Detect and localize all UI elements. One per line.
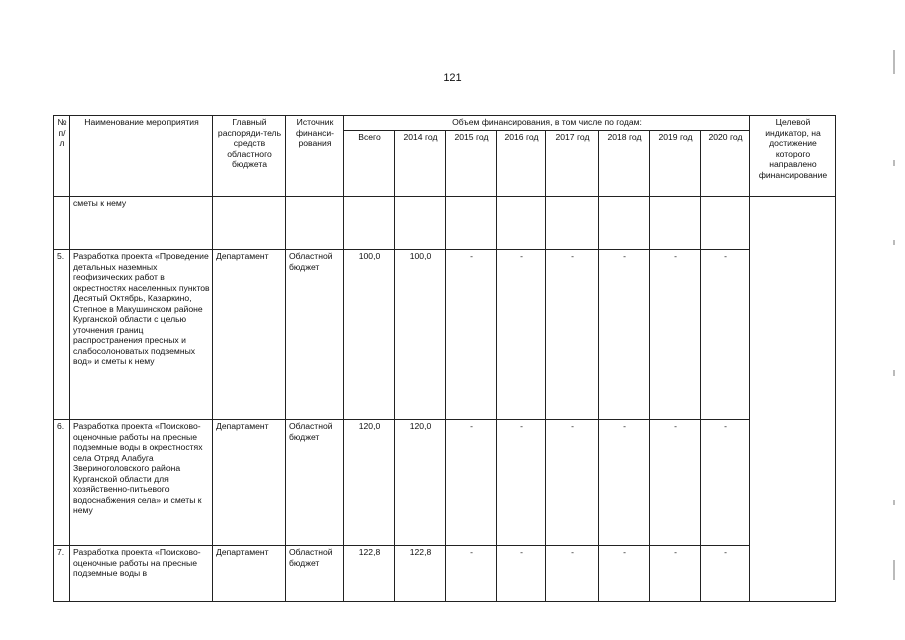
- row-year-value: -: [650, 420, 701, 546]
- row-name: Разработка проекта «Проведение детальных наземных геофизических работ в окрестностях населенных пунктов Десятый Октябрь, Казаркино, Степное в Макушинском районе Курганской области с целью уточнения границ распространения пресных и слабосолоноватых подземных вод» и сметы к нему: [70, 250, 213, 420]
- row-num: 5.: [54, 250, 70, 420]
- row-year-value: -: [546, 420, 599, 546]
- row-year-value: [446, 197, 497, 250]
- header-year: 2019 год: [650, 131, 701, 197]
- header-name: Наименование мероприятия: [70, 116, 213, 197]
- header-volume: Объем финансирования, в том числе по годам:: [344, 116, 750, 131]
- scan-mark: [893, 160, 895, 166]
- row-year-value: [497, 197, 546, 250]
- row-year-value: -: [546, 250, 599, 420]
- scan-mark: [893, 50, 895, 74]
- row-source: [286, 197, 344, 250]
- header-year: 2016 год: [497, 131, 546, 197]
- row-year-value: -: [701, 420, 750, 546]
- row-name: сметы к нему: [70, 197, 213, 250]
- row-year-value: -: [701, 546, 750, 602]
- header-num: № п/л: [54, 116, 70, 197]
- row-year-value: -: [546, 546, 599, 602]
- row-manager: Департамент: [213, 420, 286, 546]
- row-year-value: [599, 197, 650, 250]
- header-year: 2015 год: [446, 131, 497, 197]
- scan-mark: [893, 560, 895, 580]
- row-year-value: 100,0: [395, 250, 446, 420]
- table-row: [54, 250, 836, 420]
- row-num: [54, 197, 70, 250]
- header-manager: Главный распоряди-тель средств областного бюджета: [213, 116, 286, 197]
- row-year-value: -: [446, 250, 497, 420]
- header-row-1: [54, 116, 836, 131]
- row-year-value: 122,8: [395, 546, 446, 602]
- table-row: [54, 546, 836, 602]
- table-row: [54, 197, 836, 250]
- scan-mark: [893, 500, 895, 505]
- row-year-value: -: [497, 250, 546, 420]
- row-year-value: [650, 197, 701, 250]
- row-year-value: 120,0: [395, 420, 446, 546]
- row-total: 100,0: [344, 250, 395, 420]
- scan-mark: [893, 240, 895, 245]
- header-source: Источник финанси-рования: [286, 116, 344, 197]
- scan-edge-marks: [893, 40, 897, 620]
- header-year: 2014 год: [395, 131, 446, 197]
- row-manager: [213, 197, 286, 250]
- target-indicator-cell: [750, 197, 836, 602]
- financing-table: [53, 115, 836, 602]
- row-year-value: -: [446, 546, 497, 602]
- header-total: Всего: [344, 131, 395, 197]
- row-num: 7.: [54, 546, 70, 602]
- table-row: [54, 420, 836, 546]
- row-source: Областной бюджет: [286, 250, 344, 420]
- row-total: 120,0: [344, 420, 395, 546]
- row-name: Разработка проекта «Поисково-оценочные работы на пресные подземные воды в: [70, 546, 213, 602]
- row-manager: Департамент: [213, 250, 286, 420]
- header-year: 2017 год: [546, 131, 599, 197]
- row-year-value: -: [446, 420, 497, 546]
- row-year-value: -: [650, 250, 701, 420]
- row-year-value: -: [599, 546, 650, 602]
- row-total: [344, 197, 395, 250]
- page-number: 121: [443, 72, 462, 84]
- row-year-value: -: [701, 250, 750, 420]
- row-year-value: -: [497, 546, 546, 602]
- row-num: 6.: [54, 420, 70, 546]
- row-source: Областной бюджет: [286, 546, 344, 602]
- row-name: Разработка проекта «Поисково-оценочные работы на пресные подземные воды в окрестностях села Отряд Алабуга Звериноголовского района Курганской области для хозяйственно-питьевого водоснабжения села» и сметы к нему: [70, 420, 213, 546]
- row-year-value: [395, 197, 446, 250]
- row-source: Областной бюджет: [286, 420, 344, 546]
- row-year-value: -: [599, 420, 650, 546]
- header-year: 2020 год: [701, 131, 750, 197]
- row-year-value: [701, 197, 750, 250]
- row-total: 122,8: [344, 546, 395, 602]
- row-year-value: [546, 197, 599, 250]
- header-year: 2018 год: [599, 131, 650, 197]
- header-target: Целевой индикатор, на достижение которого направлено финансирование: [750, 116, 836, 197]
- row-year-value: -: [650, 546, 701, 602]
- row-year-value: -: [599, 250, 650, 420]
- scan-mark: [893, 370, 895, 376]
- row-year-value: -: [497, 420, 546, 546]
- row-manager: Департамент: [213, 546, 286, 602]
